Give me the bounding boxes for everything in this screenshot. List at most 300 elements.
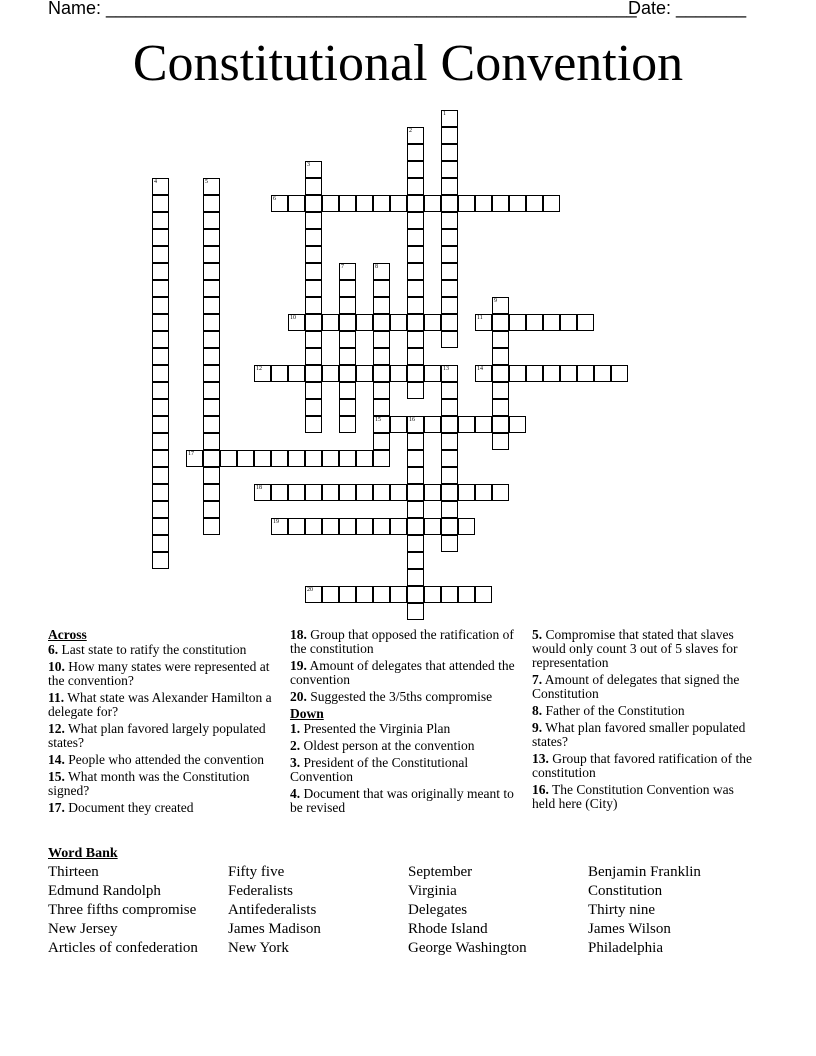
crossword-cell[interactable] bbox=[543, 195, 560, 212]
crossword-cell[interactable] bbox=[458, 518, 475, 535]
crossword-cell[interactable] bbox=[152, 331, 169, 348]
crossword-cell[interactable] bbox=[288, 365, 305, 382]
crossword-cell[interactable] bbox=[373, 586, 390, 603]
crossword-cell[interactable] bbox=[339, 331, 356, 348]
clue-number: 17. bbox=[48, 800, 65, 815]
clue-number-label: 14 bbox=[477, 366, 483, 372]
clue-number-label: 13 bbox=[443, 366, 449, 372]
crossword-cell[interactable] bbox=[220, 450, 237, 467]
crossword-cell[interactable] bbox=[305, 280, 322, 297]
clue-across-14 bbox=[48, 753, 280, 767]
word-bank-title: Word Bank bbox=[48, 846, 118, 861]
crossword-cell[interactable] bbox=[441, 229, 458, 246]
crossword-cell[interactable] bbox=[152, 280, 169, 297]
crossword-cell[interactable] bbox=[305, 314, 322, 331]
crossword-cell[interactable] bbox=[407, 569, 424, 586]
crossword-cell[interactable] bbox=[475, 484, 492, 501]
crossword-cell[interactable] bbox=[407, 246, 424, 263]
clue-number: 19. bbox=[290, 658, 307, 673]
crossword-cell[interactable] bbox=[424, 586, 441, 603]
clue-across-15 bbox=[48, 770, 280, 798]
crossword-cell[interactable] bbox=[305, 263, 322, 280]
crossword-cell[interactable] bbox=[441, 586, 458, 603]
crossword-cell[interactable] bbox=[373, 195, 390, 212]
clue-number-label: 7 bbox=[341, 264, 344, 270]
crossword-cell[interactable] bbox=[407, 416, 424, 433]
crossword-cell[interactable] bbox=[441, 382, 458, 399]
crossword-cell[interactable] bbox=[441, 161, 458, 178]
crossword-cell[interactable] bbox=[203, 246, 220, 263]
clue-number: 14. bbox=[48, 752, 65, 767]
clue-down-2 bbox=[290, 739, 522, 753]
crossword-cell[interactable] bbox=[305, 297, 322, 314]
crossword-cell[interactable] bbox=[407, 178, 424, 195]
crossword-cell[interactable] bbox=[203, 212, 220, 229]
clue-number-label: 5 bbox=[205, 179, 208, 185]
crossword-cell[interactable] bbox=[407, 382, 424, 399]
crossword-cell[interactable] bbox=[475, 586, 492, 603]
crossword-cell[interactable] bbox=[152, 450, 169, 467]
crossword-cell[interactable] bbox=[305, 484, 322, 501]
crossword-cell[interactable] bbox=[305, 348, 322, 365]
crossword-cell[interactable] bbox=[203, 297, 220, 314]
crossword-cell[interactable] bbox=[271, 450, 288, 467]
crossword-cell[interactable] bbox=[492, 195, 509, 212]
clue-text: What state was Alexander Hamilton a delegate for? bbox=[48, 690, 272, 719]
crossword-cell[interactable] bbox=[339, 399, 356, 416]
clue-number-label: 2 bbox=[409, 128, 412, 134]
crossword-cell[interactable] bbox=[322, 450, 339, 467]
crossword-cell[interactable] bbox=[254, 484, 271, 501]
crossword-cell[interactable] bbox=[492, 433, 509, 450]
word-bank-item: Thirty nine bbox=[588, 902, 656, 918]
crossword-cell[interactable] bbox=[441, 144, 458, 161]
crossword-cell[interactable] bbox=[339, 263, 356, 280]
crossword-cell[interactable] bbox=[152, 535, 169, 552]
crossword-cell[interactable] bbox=[441, 484, 458, 501]
crossword-cell[interactable] bbox=[424, 484, 441, 501]
crossword-cell[interactable] bbox=[152, 518, 169, 535]
crossword-cell[interactable] bbox=[373, 484, 390, 501]
crossword-cell[interactable] bbox=[322, 484, 339, 501]
crossword-cell[interactable] bbox=[390, 518, 407, 535]
crossword-cell[interactable] bbox=[152, 246, 169, 263]
crossword-cell[interactable] bbox=[271, 484, 288, 501]
crossword-cell[interactable] bbox=[356, 518, 373, 535]
page-title: Constitutional Convention bbox=[132, 35, 684, 92]
down-heading: Down bbox=[290, 706, 324, 721]
crossword-cell[interactable] bbox=[203, 399, 220, 416]
clue-number-label: 1 bbox=[443, 111, 446, 117]
crossword-cell[interactable] bbox=[203, 365, 220, 382]
crossword-cell[interactable] bbox=[407, 263, 424, 280]
crossword-cell[interactable] bbox=[339, 484, 356, 501]
crossword-cell[interactable] bbox=[373, 433, 390, 450]
crossword-cell[interactable] bbox=[458, 484, 475, 501]
crossword-cell[interactable] bbox=[356, 195, 373, 212]
clue-text: Document that was originally meant to be revised bbox=[290, 786, 514, 815]
crossword-cell[interactable] bbox=[186, 450, 203, 467]
crossword-cell[interactable] bbox=[492, 382, 509, 399]
crossword-cell[interactable] bbox=[356, 484, 373, 501]
word-bank-item: Rhode Island bbox=[408, 921, 488, 937]
crossword-cell[interactable] bbox=[373, 297, 390, 314]
crossword-cell[interactable] bbox=[441, 195, 458, 212]
crossword-cell[interactable] bbox=[492, 484, 509, 501]
crossword-cell[interactable] bbox=[339, 348, 356, 365]
crossword-cell[interactable] bbox=[611, 365, 628, 382]
crossword-cell[interactable] bbox=[407, 484, 424, 501]
clue-text: Father of the Constitution bbox=[542, 703, 685, 718]
crossword-cell[interactable] bbox=[441, 518, 458, 535]
clue-number: 9. bbox=[532, 720, 543, 735]
crossword-cell[interactable] bbox=[373, 365, 390, 382]
crossword-cell[interactable] bbox=[390, 195, 407, 212]
crossword-cell[interactable] bbox=[526, 365, 543, 382]
crossword-cell[interactable] bbox=[441, 399, 458, 416]
crossword-cell[interactable] bbox=[543, 314, 560, 331]
crossword-cell[interactable] bbox=[288, 195, 305, 212]
crossword-cell[interactable] bbox=[288, 314, 305, 331]
crossword-cell[interactable] bbox=[424, 365, 441, 382]
crossword-cell[interactable] bbox=[407, 314, 424, 331]
crossword-cell[interactable] bbox=[509, 314, 526, 331]
crossword-cell[interactable] bbox=[203, 450, 220, 467]
crossword-cell[interactable] bbox=[526, 195, 543, 212]
clue-number-label: 9 bbox=[494, 298, 497, 304]
clue-column-1 bbox=[48, 628, 280, 818]
crossword-cell[interactable] bbox=[373, 416, 390, 433]
crossword-cell[interactable] bbox=[373, 263, 390, 280]
clue-text: How many states were represented at the convention? bbox=[48, 659, 270, 688]
crossword-cell[interactable] bbox=[390, 365, 407, 382]
clue-down-8 bbox=[532, 704, 754, 718]
clue-number-label: 10 bbox=[290, 315, 296, 321]
crossword-cell[interactable] bbox=[203, 314, 220, 331]
clue-text: Oldest person at the convention bbox=[300, 738, 475, 753]
crossword-cell[interactable] bbox=[305, 212, 322, 229]
crossword-cell[interactable] bbox=[441, 212, 458, 229]
clue-number-label: 4 bbox=[154, 179, 157, 185]
crossword-cell[interactable] bbox=[322, 586, 339, 603]
clue-down-1 bbox=[290, 722, 522, 736]
crossword-cell[interactable] bbox=[152, 263, 169, 280]
clue-number: 5. bbox=[532, 627, 543, 642]
crossword-cell[interactable] bbox=[441, 246, 458, 263]
crossword-cell[interactable] bbox=[407, 331, 424, 348]
crossword-cell[interactable] bbox=[577, 314, 594, 331]
crossword-cell[interactable] bbox=[577, 365, 594, 382]
crossword-cell[interactable] bbox=[458, 416, 475, 433]
crossword-cell[interactable] bbox=[339, 382, 356, 399]
word-bank-item: George Washington bbox=[408, 940, 527, 956]
crossword-cell[interactable] bbox=[305, 382, 322, 399]
clue-text: Document they created bbox=[64, 800, 194, 815]
crossword-cell[interactable] bbox=[152, 484, 169, 501]
crossword-cell[interactable] bbox=[407, 433, 424, 450]
crossword-cell[interactable] bbox=[492, 348, 509, 365]
crossword-cell[interactable] bbox=[475, 314, 492, 331]
crossword-cell[interactable] bbox=[594, 365, 611, 382]
crossword-cell[interactable] bbox=[152, 178, 169, 195]
crossword-cell[interactable] bbox=[152, 467, 169, 484]
crossword-cell[interactable] bbox=[254, 365, 271, 382]
crossword-cell[interactable] bbox=[373, 399, 390, 416]
crossword-cell[interactable] bbox=[441, 501, 458, 518]
crossword-cell[interactable] bbox=[373, 382, 390, 399]
crossword-cell[interactable] bbox=[390, 484, 407, 501]
crossword-cell[interactable] bbox=[407, 586, 424, 603]
crossword-cell[interactable] bbox=[441, 178, 458, 195]
crossword-cell[interactable] bbox=[322, 518, 339, 535]
crossword-cell[interactable] bbox=[407, 450, 424, 467]
clue-number: 8. bbox=[532, 703, 543, 718]
clue-number: 3. bbox=[290, 755, 301, 770]
crossword-cell[interactable] bbox=[152, 399, 169, 416]
crossword-cell[interactable] bbox=[407, 297, 424, 314]
crossword-cell[interactable] bbox=[152, 382, 169, 399]
crossword-cell[interactable] bbox=[339, 450, 356, 467]
clue-text: Amount of delegates that attended the convention bbox=[290, 658, 515, 687]
crossword-cell[interactable] bbox=[407, 127, 424, 144]
crossword-cell[interactable] bbox=[305, 518, 322, 535]
crossword-cell[interactable] bbox=[475, 195, 492, 212]
crossword-cell[interactable] bbox=[288, 518, 305, 535]
word-bank-column bbox=[48, 863, 228, 958]
date-line[interactable]: Date: _______ bbox=[628, 0, 747, 18]
word-bank-item: Edmund Randolph bbox=[48, 883, 161, 899]
crossword-cell[interactable] bbox=[407, 229, 424, 246]
crossword-cell[interactable] bbox=[424, 416, 441, 433]
crossword-cell[interactable] bbox=[373, 280, 390, 297]
crossword-cell[interactable] bbox=[509, 365, 526, 382]
crossword-cell[interactable] bbox=[288, 484, 305, 501]
crossword-cell[interactable] bbox=[407, 144, 424, 161]
crossword-cell[interactable] bbox=[390, 416, 407, 433]
crossword-cell[interactable] bbox=[390, 314, 407, 331]
crossword-cell[interactable] bbox=[441, 280, 458, 297]
crossword-cell[interactable] bbox=[305, 450, 322, 467]
crossword-cell[interactable] bbox=[203, 348, 220, 365]
crossword-cell[interactable] bbox=[441, 297, 458, 314]
crossword-cell[interactable] bbox=[492, 365, 509, 382]
crossword-cell[interactable] bbox=[475, 416, 492, 433]
crossword-cell[interactable] bbox=[407, 161, 424, 178]
crossword-cell[interactable] bbox=[152, 297, 169, 314]
crossword-cell[interactable] bbox=[526, 314, 543, 331]
crossword-cell[interactable] bbox=[305, 586, 322, 603]
crossword-cell[interactable] bbox=[339, 416, 356, 433]
crossword-cell[interactable] bbox=[271, 195, 288, 212]
crossword-cell[interactable] bbox=[441, 433, 458, 450]
crossword-cell[interactable] bbox=[373, 348, 390, 365]
clue-text: Group that favored ratification of the constitution bbox=[532, 751, 753, 780]
clue-number: 18. bbox=[290, 627, 307, 642]
crossword-cell[interactable] bbox=[441, 450, 458, 467]
crossword-cell[interactable] bbox=[407, 348, 424, 365]
crossword-cell[interactable] bbox=[458, 195, 475, 212]
crossword-cell[interactable] bbox=[305, 331, 322, 348]
clue-text: What plan favored largely populated states? bbox=[48, 721, 266, 750]
crossword-cell[interactable] bbox=[305, 195, 322, 212]
crossword-cell[interactable] bbox=[458, 586, 475, 603]
crossword-cell[interactable] bbox=[373, 518, 390, 535]
crossword-cell[interactable] bbox=[492, 297, 509, 314]
clue-text: The Constitution Convention was held here (City) bbox=[532, 782, 734, 811]
clue-number: 11. bbox=[48, 690, 65, 705]
crossword-cell[interactable] bbox=[152, 416, 169, 433]
crossword-cell[interactable] bbox=[373, 331, 390, 348]
word-bank-column bbox=[228, 863, 408, 958]
crossword-cell[interactable] bbox=[441, 110, 458, 127]
crossword-cell[interactable] bbox=[543, 365, 560, 382]
crossword-cell[interactable] bbox=[339, 195, 356, 212]
clue-number-label: 17 bbox=[188, 451, 194, 457]
clue-down-9 bbox=[532, 721, 754, 749]
name-line[interactable]: Name: _____________________________________________________ bbox=[48, 0, 637, 18]
clue-number-label: 16 bbox=[409, 417, 415, 423]
crossword-cell[interactable] bbox=[407, 195, 424, 212]
crossword-cell[interactable] bbox=[152, 195, 169, 212]
crossword-cell[interactable] bbox=[373, 314, 390, 331]
crossword-cell[interactable] bbox=[203, 501, 220, 518]
crossword-cell[interactable] bbox=[492, 314, 509, 331]
crossword-cell[interactable] bbox=[152, 433, 169, 450]
crossword-cell[interactable] bbox=[271, 518, 288, 535]
clue-text: Last state to ratify the constitution bbox=[58, 642, 247, 657]
crossword-cell[interactable] bbox=[441, 314, 458, 331]
crossword-cell[interactable] bbox=[339, 518, 356, 535]
crossword-cell[interactable] bbox=[560, 365, 577, 382]
crossword-cell[interactable] bbox=[203, 195, 220, 212]
crossword-cell[interactable] bbox=[475, 365, 492, 382]
crossword-cell[interactable] bbox=[322, 195, 339, 212]
crossword-cell[interactable] bbox=[152, 552, 169, 569]
crossword-cell[interactable] bbox=[407, 501, 424, 518]
crossword-cell[interactable] bbox=[254, 450, 271, 467]
crossword-cell[interactable] bbox=[407, 280, 424, 297]
crossword-cell[interactable] bbox=[305, 416, 322, 433]
word-bank-item: Philadelphia bbox=[588, 940, 663, 956]
crossword-cell[interactable] bbox=[152, 365, 169, 382]
crossword-cell[interactable] bbox=[203, 331, 220, 348]
clue-down-7 bbox=[532, 673, 754, 701]
clue-across-18 bbox=[290, 628, 522, 656]
clue-number: 4. bbox=[290, 786, 301, 801]
clue-across-11 bbox=[48, 691, 280, 719]
clue-text: Amount of delegates that signed the Constitution bbox=[532, 672, 740, 701]
crossword-cell[interactable] bbox=[441, 535, 458, 552]
crossword-cell[interactable] bbox=[492, 416, 509, 433]
crossword-cell[interactable] bbox=[424, 518, 441, 535]
crossword-cell[interactable] bbox=[492, 331, 509, 348]
crossword-cell[interactable] bbox=[441, 365, 458, 382]
crossword-cell[interactable] bbox=[339, 297, 356, 314]
crossword-cell[interactable] bbox=[356, 314, 373, 331]
crossword-cell[interactable] bbox=[203, 178, 220, 195]
crossword-cell[interactable] bbox=[424, 314, 441, 331]
clue-across-12 bbox=[48, 722, 280, 750]
crossword-cell[interactable] bbox=[373, 450, 390, 467]
crossword-cell[interactable] bbox=[152, 212, 169, 229]
crossword-cell[interactable] bbox=[441, 331, 458, 348]
word-bank-item: Virginia bbox=[408, 883, 457, 899]
crossword-cell[interactable] bbox=[152, 229, 169, 246]
crossword-cell[interactable] bbox=[152, 501, 169, 518]
crossword-cell[interactable] bbox=[203, 229, 220, 246]
crossword-cell[interactable] bbox=[237, 450, 254, 467]
clue-down-5 bbox=[532, 628, 754, 670]
crossword-cell[interactable] bbox=[390, 586, 407, 603]
crossword-cell[interactable] bbox=[339, 365, 356, 382]
crossword-cell[interactable] bbox=[441, 467, 458, 484]
crossword-cell[interactable] bbox=[407, 603, 424, 620]
crossword-cell[interactable] bbox=[407, 365, 424, 382]
crossword-cell[interactable] bbox=[203, 263, 220, 280]
crossword-cell[interactable] bbox=[152, 314, 169, 331]
crossword-cell[interactable] bbox=[441, 263, 458, 280]
crossword-cell[interactable] bbox=[339, 586, 356, 603]
crossword-cell[interactable] bbox=[356, 450, 373, 467]
clue-number: 7. bbox=[532, 672, 543, 687]
crossword-cell[interactable] bbox=[305, 178, 322, 195]
crossword-cell[interactable] bbox=[509, 416, 526, 433]
crossword-cell[interactable] bbox=[322, 314, 339, 331]
word-bank-item: Thirteen bbox=[48, 864, 99, 880]
crossword-cell[interactable] bbox=[356, 365, 373, 382]
crossword-cell[interactable] bbox=[407, 212, 424, 229]
crossword-cell[interactable] bbox=[305, 229, 322, 246]
crossword-cell[interactable] bbox=[441, 416, 458, 433]
crossword-cell[interactable] bbox=[152, 348, 169, 365]
crossword-cell[interactable] bbox=[322, 365, 339, 382]
clue-down-13 bbox=[532, 752, 754, 780]
crossword-cell[interactable] bbox=[356, 586, 373, 603]
crossword-cell[interactable] bbox=[305, 365, 322, 382]
crossword-cell[interactable] bbox=[305, 399, 322, 416]
crossword-cell[interactable] bbox=[203, 518, 220, 535]
crossword-cell[interactable] bbox=[203, 280, 220, 297]
crossword-cell[interactable] bbox=[288, 450, 305, 467]
crossword-cell[interactable] bbox=[509, 195, 526, 212]
crossword-cell[interactable] bbox=[560, 314, 577, 331]
word-bank-item: Fifty five bbox=[228, 864, 285, 880]
crossword-cell[interactable] bbox=[305, 161, 322, 178]
word-bank-item: New Jersey bbox=[48, 921, 118, 937]
crossword-cell[interactable] bbox=[407, 535, 424, 552]
across-heading: Across bbox=[48, 627, 87, 642]
clue-number-label: 19 bbox=[273, 519, 279, 525]
crossword-cell[interactable] bbox=[407, 552, 424, 569]
crossword-cell[interactable] bbox=[271, 365, 288, 382]
clue-down-3 bbox=[290, 756, 522, 784]
crossword-cell[interactable] bbox=[203, 382, 220, 399]
clue-number-label: 8 bbox=[375, 264, 378, 270]
crossword-cell[interactable] bbox=[203, 484, 220, 501]
crossword-cell[interactable] bbox=[203, 416, 220, 433]
crossword-cell[interactable] bbox=[305, 246, 322, 263]
crossword-cell[interactable] bbox=[203, 467, 220, 484]
crossword-cell[interactable] bbox=[407, 467, 424, 484]
crossword-cell[interactable] bbox=[339, 280, 356, 297]
crossword-cell[interactable] bbox=[203, 433, 220, 450]
crossword-cell[interactable] bbox=[492, 399, 509, 416]
crossword-cell[interactable] bbox=[424, 195, 441, 212]
word-bank-item: Constitution bbox=[588, 883, 663, 899]
crossword-cell[interactable] bbox=[441, 127, 458, 144]
crossword-cell[interactable] bbox=[339, 314, 356, 331]
crossword-cell[interactable] bbox=[407, 518, 424, 535]
